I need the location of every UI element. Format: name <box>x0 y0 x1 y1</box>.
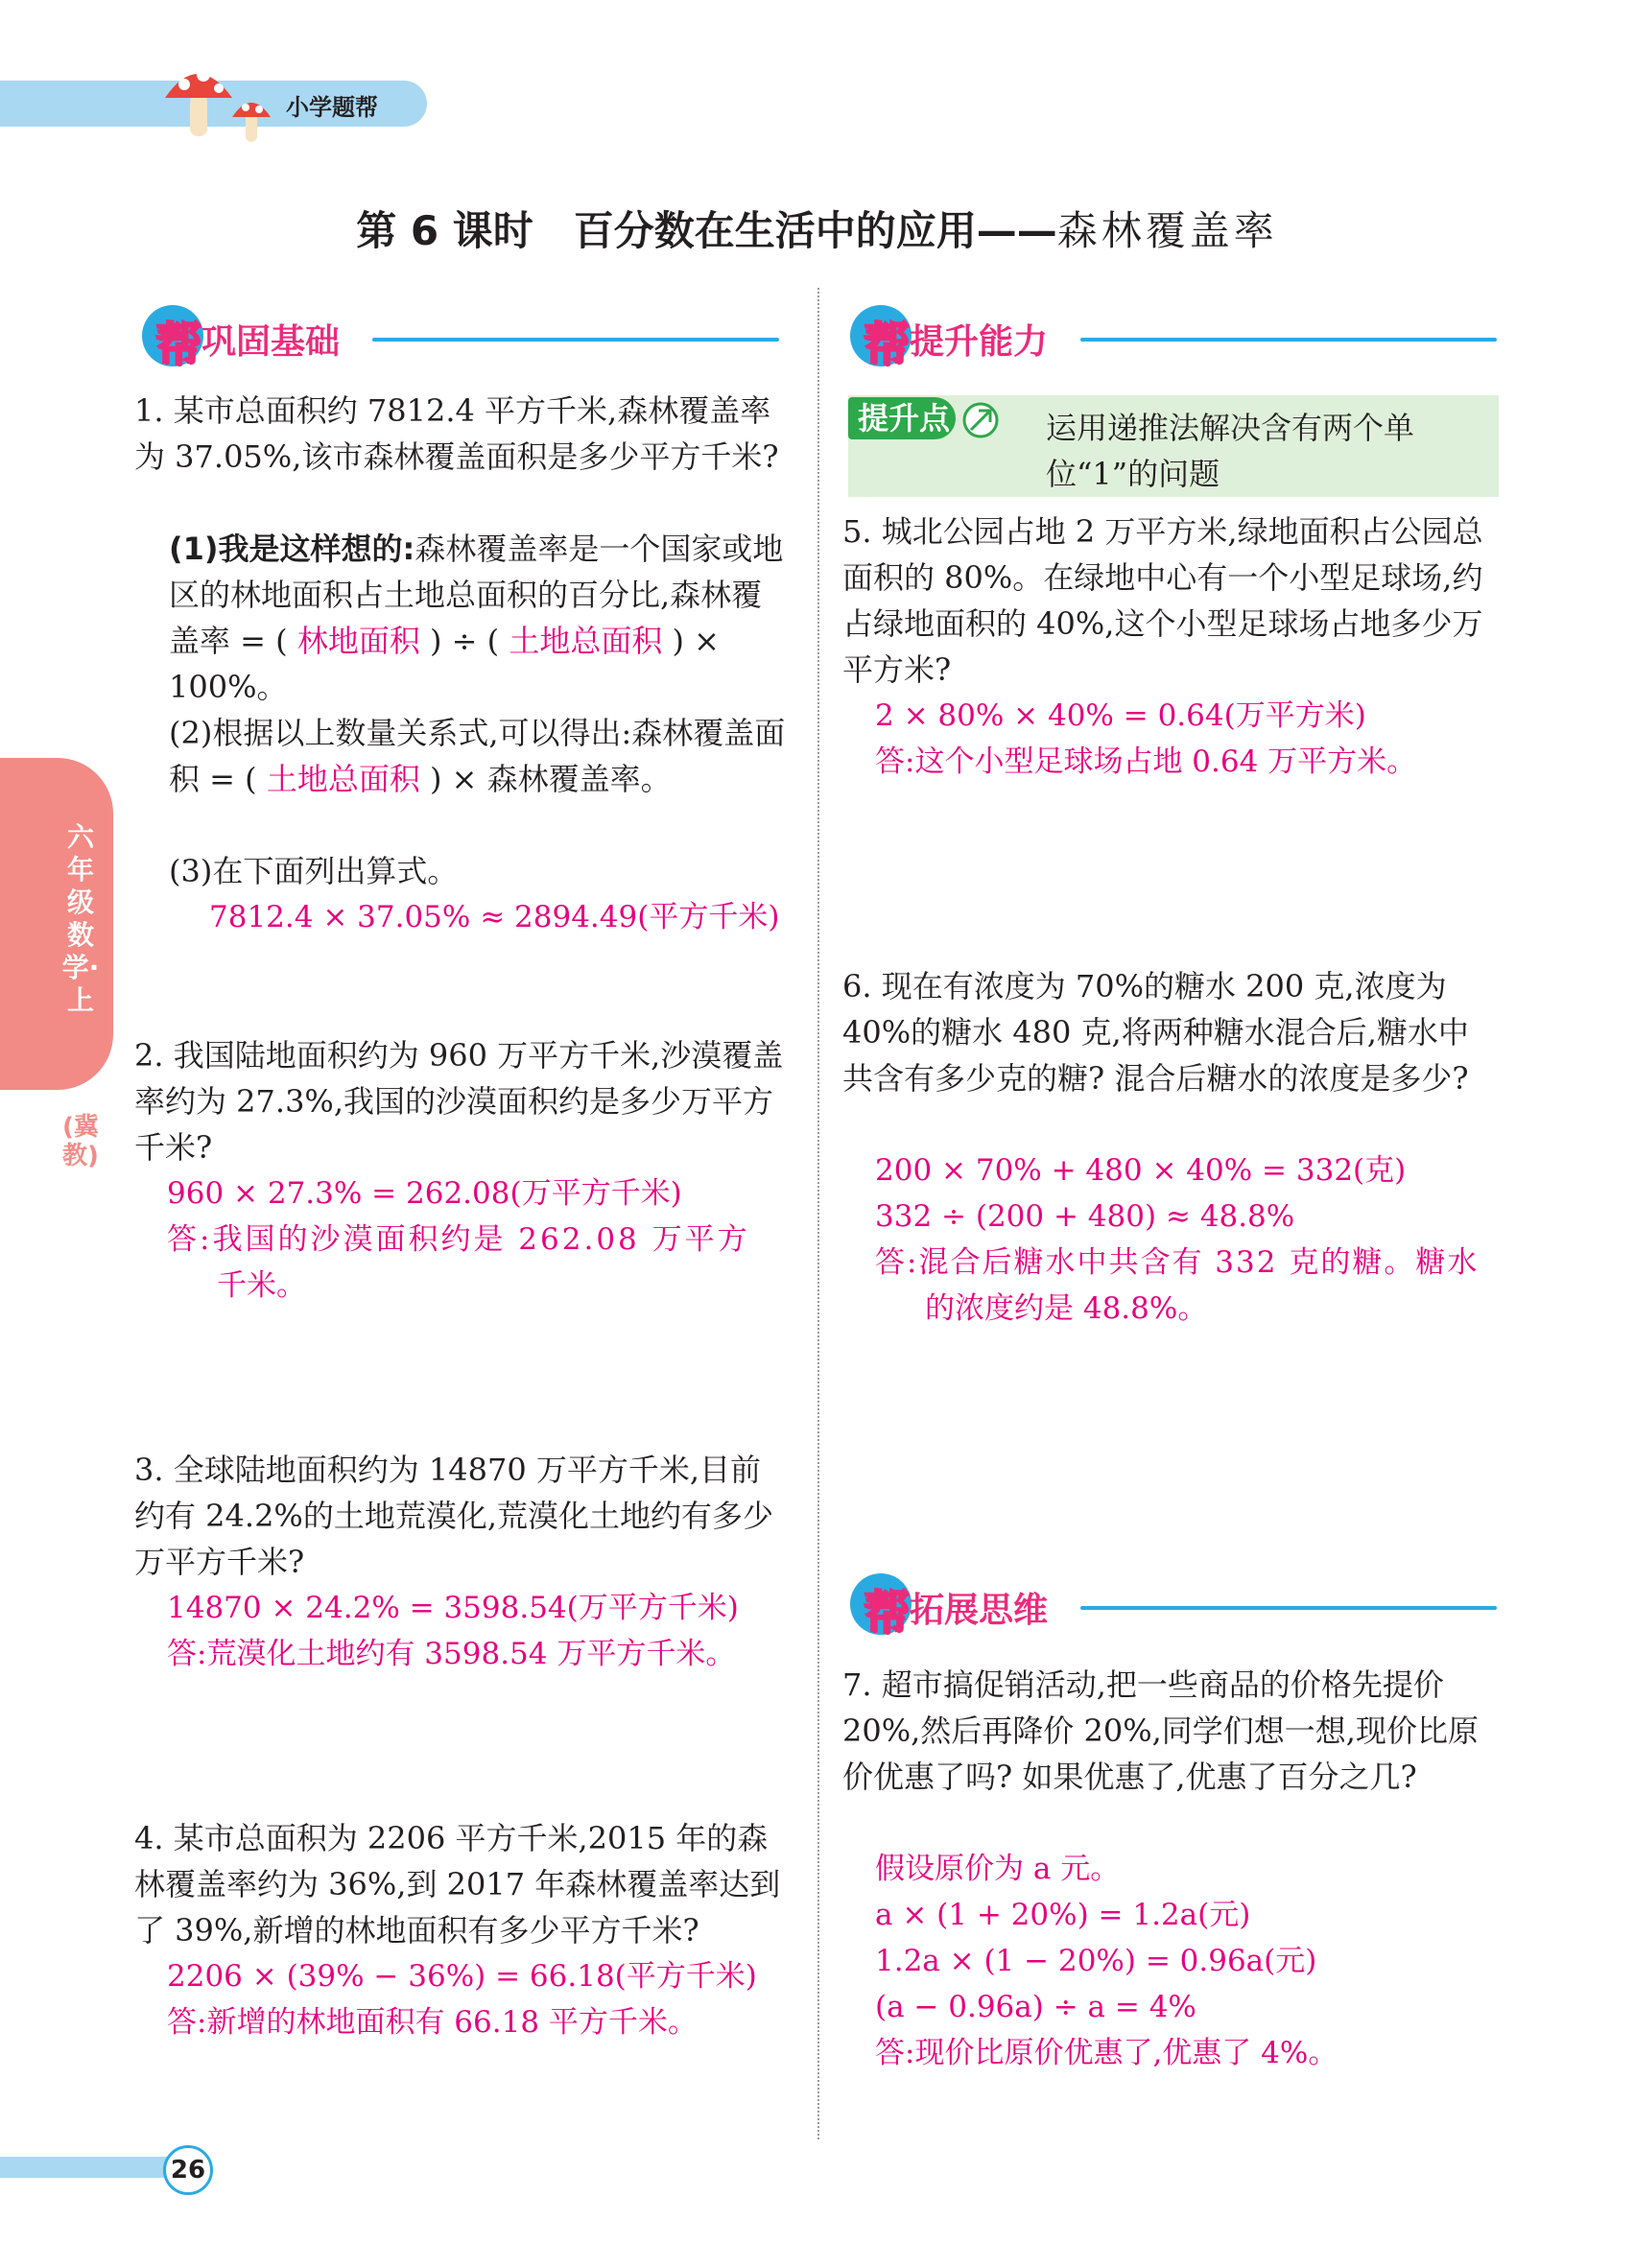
problem-1-answer: 7812.4 × 37.05% ≈ 2894.49(平方千米) <box>209 900 780 934</box>
section-rule <box>1080 1606 1497 1610</box>
step-1-text: 森林覆盖率是一个国家或地区的林地面积占土地总面积的百分比,森林覆盖率 = ( <box>169 531 784 659</box>
section-extend-label: 拓展思维 <box>910 1591 1049 1630</box>
problem-2-stem: 2. 我国陆地面积约为 960 万平方千米,沙漠覆盖率约为 27.3%,我国的沙漠面积约是多少万平方千米? <box>134 1037 784 1166</box>
problem-4-stem: 4. 某市总面积为 2206 平方千米,2015 年的森林覆盖率约为 36%,到 2017 年森林覆盖率达到了 39%,新增的林地面积有多少平方千米? <box>134 1820 781 1949</box>
problem-6-stem: 6. 现在有浓度为 70%的糖水 200 克,浓度为 40%的糖水 480 克,将两种糖水混合后,糖水中共含有多少克的糖? 混合后糖水的浓度是多少? <box>842 968 1469 1097</box>
section-badge-text: 帮 <box>155 318 202 371</box>
lesson-title-sub: 森林覆盖率 <box>1056 207 1278 254</box>
page-number: 26 <box>163 2145 213 2195</box>
problem-7-stem: 7. 超市搞促销活动,把一些商品的价格先提价 20%,然后再降价 20%,同学们想一想,现价比原价优惠了吗? 如果优惠了,优惠了百分之几? <box>842 1666 1479 1795</box>
problem-7-answer-3: 1.2a × (1 − 20%) = 0.96a(元) <box>875 1944 1317 1978</box>
section-badge-text: 帮 <box>864 1586 911 1640</box>
problem-1-step-2 <box>169 710 787 802</box>
side-tab-grade: 六年级数学·上 <box>61 821 100 1016</box>
problem-1-step-3: (3)在下面列出算式。 <box>169 853 459 889</box>
step-1-head: (1)我是这样想的: <box>169 531 415 567</box>
key-point-text: 运用递推法解决含有两个单位“1”的问题 <box>1046 410 1415 492</box>
problem-1-step-1 <box>169 526 787 710</box>
lesson-title-main: 第 6 课时 百分数在生活中的应用—— <box>356 207 1057 254</box>
problem-6-answer-3-cont: 的浓度约是 48.8%。 <box>925 1291 1208 1326</box>
problem-6-answer-3: 答:混合后糖水中共含有 332 克的糖。糖水 <box>875 1245 1480 1280</box>
key-point-tag: 提升点 <box>848 397 956 439</box>
problem-2-answer-2: 答:我国的沙漠面积约是 262.08 万平方 <box>167 1222 750 1257</box>
problem-5-stem: 5. 城北公园占地 2 万平方米,绿地面积占公园总面积的 80%。在绿地中心有一个小型足球场,约占绿地面积的 40%,这个小型足球场占地多少万平方米? <box>842 513 1483 688</box>
column-divider <box>817 288 819 2139</box>
problem-5-answer-2: 答:这个小型足球场占地 0.64 万平方米。 <box>875 744 1417 779</box>
problem-7-answer-4: (a − 0.96a) ÷ a = 4% <box>875 1990 1196 2024</box>
problem-3-answer-2: 答:荒漠化土地约有 3598.54 万平方千米。 <box>167 1637 736 1671</box>
step-2-end: ) × 森林覆盖率。 <box>430 761 672 797</box>
section-rule <box>372 338 779 342</box>
step-1-blank-2: 土地总面积 <box>509 623 663 659</box>
arrow-icon <box>961 401 1004 439</box>
section-badge-text: 帮 <box>864 318 911 371</box>
mushroom-logo-icon <box>161 56 280 148</box>
problem-4-answer-2: 答:新增的林地面积有 66.18 平方千米。 <box>167 2005 698 2040</box>
section-improve-label: 提升能力 <box>910 322 1049 362</box>
problem-6-answer-2: 332 ÷ (200 + 480) ≈ 48.8% <box>875 1199 1295 1234</box>
section-basics-header <box>142 305 785 372</box>
section-extend-header <box>850 1573 1499 1641</box>
step-1-end: ) × 100%。 <box>169 623 720 705</box>
problem-7-answer-1: 假设原价为 a 元。 <box>875 1852 1121 1886</box>
problem-2-answer-1: 960 × 27.3% = 262.08(万平方千米) <box>167 1176 682 1211</box>
problem-6-answer-1: 200 × 70% + 480 × 40% = 332(克) <box>875 1153 1407 1188</box>
step-2-blank: 土地总面积 <box>266 761 420 797</box>
step-2-text: (2)根据以上数量关系式,可以得出:森林覆盖面积 = ( <box>169 715 786 797</box>
section-rule <box>1080 338 1497 342</box>
step-1-blank-1: 林地面积 <box>296 623 420 659</box>
problem-5-answer-1: 2 × 80% × 40% = 0.64(万平方米) <box>875 698 1366 733</box>
brand-name: 小学题帮 <box>286 94 378 121</box>
section-improve-header <box>850 305 1499 372</box>
lesson-title <box>0 200 1634 257</box>
side-tab-edition: (冀教) <box>62 1113 99 1170</box>
step-1-mid: ) ÷ ( <box>430 623 500 659</box>
problem-3-answer-1: 14870 × 24.2% = 3598.54(万平方千米) <box>167 1591 739 1625</box>
problem-3-stem: 3. 全球陆地面积约为 14870 万平方千米,目前约有 24.2%的土地荒漠化,荒漠化土地约有多少万平方千米? <box>134 1452 774 1580</box>
problem-7-answer-2: a × (1 + 20%) = 1.2a(元) <box>875 1898 1251 1932</box>
problem-4-answer-1: 2206 × (39% − 36%) = 66.18(平方千米) <box>167 1959 757 1994</box>
problem-1-stem: 1. 某市总面积约 7812.4 平方千米,森林覆盖率为 37.05%,该市森林覆盖面积是多少平方千米? <box>134 392 779 475</box>
section-basics-label: 巩固基础 <box>201 322 341 362</box>
problem-2-answer-2-cont: 千米。 <box>217 1268 306 1303</box>
problem-7-answer-5: 答:现价比原价优惠了,优惠了 4%。 <box>875 2036 1338 2070</box>
